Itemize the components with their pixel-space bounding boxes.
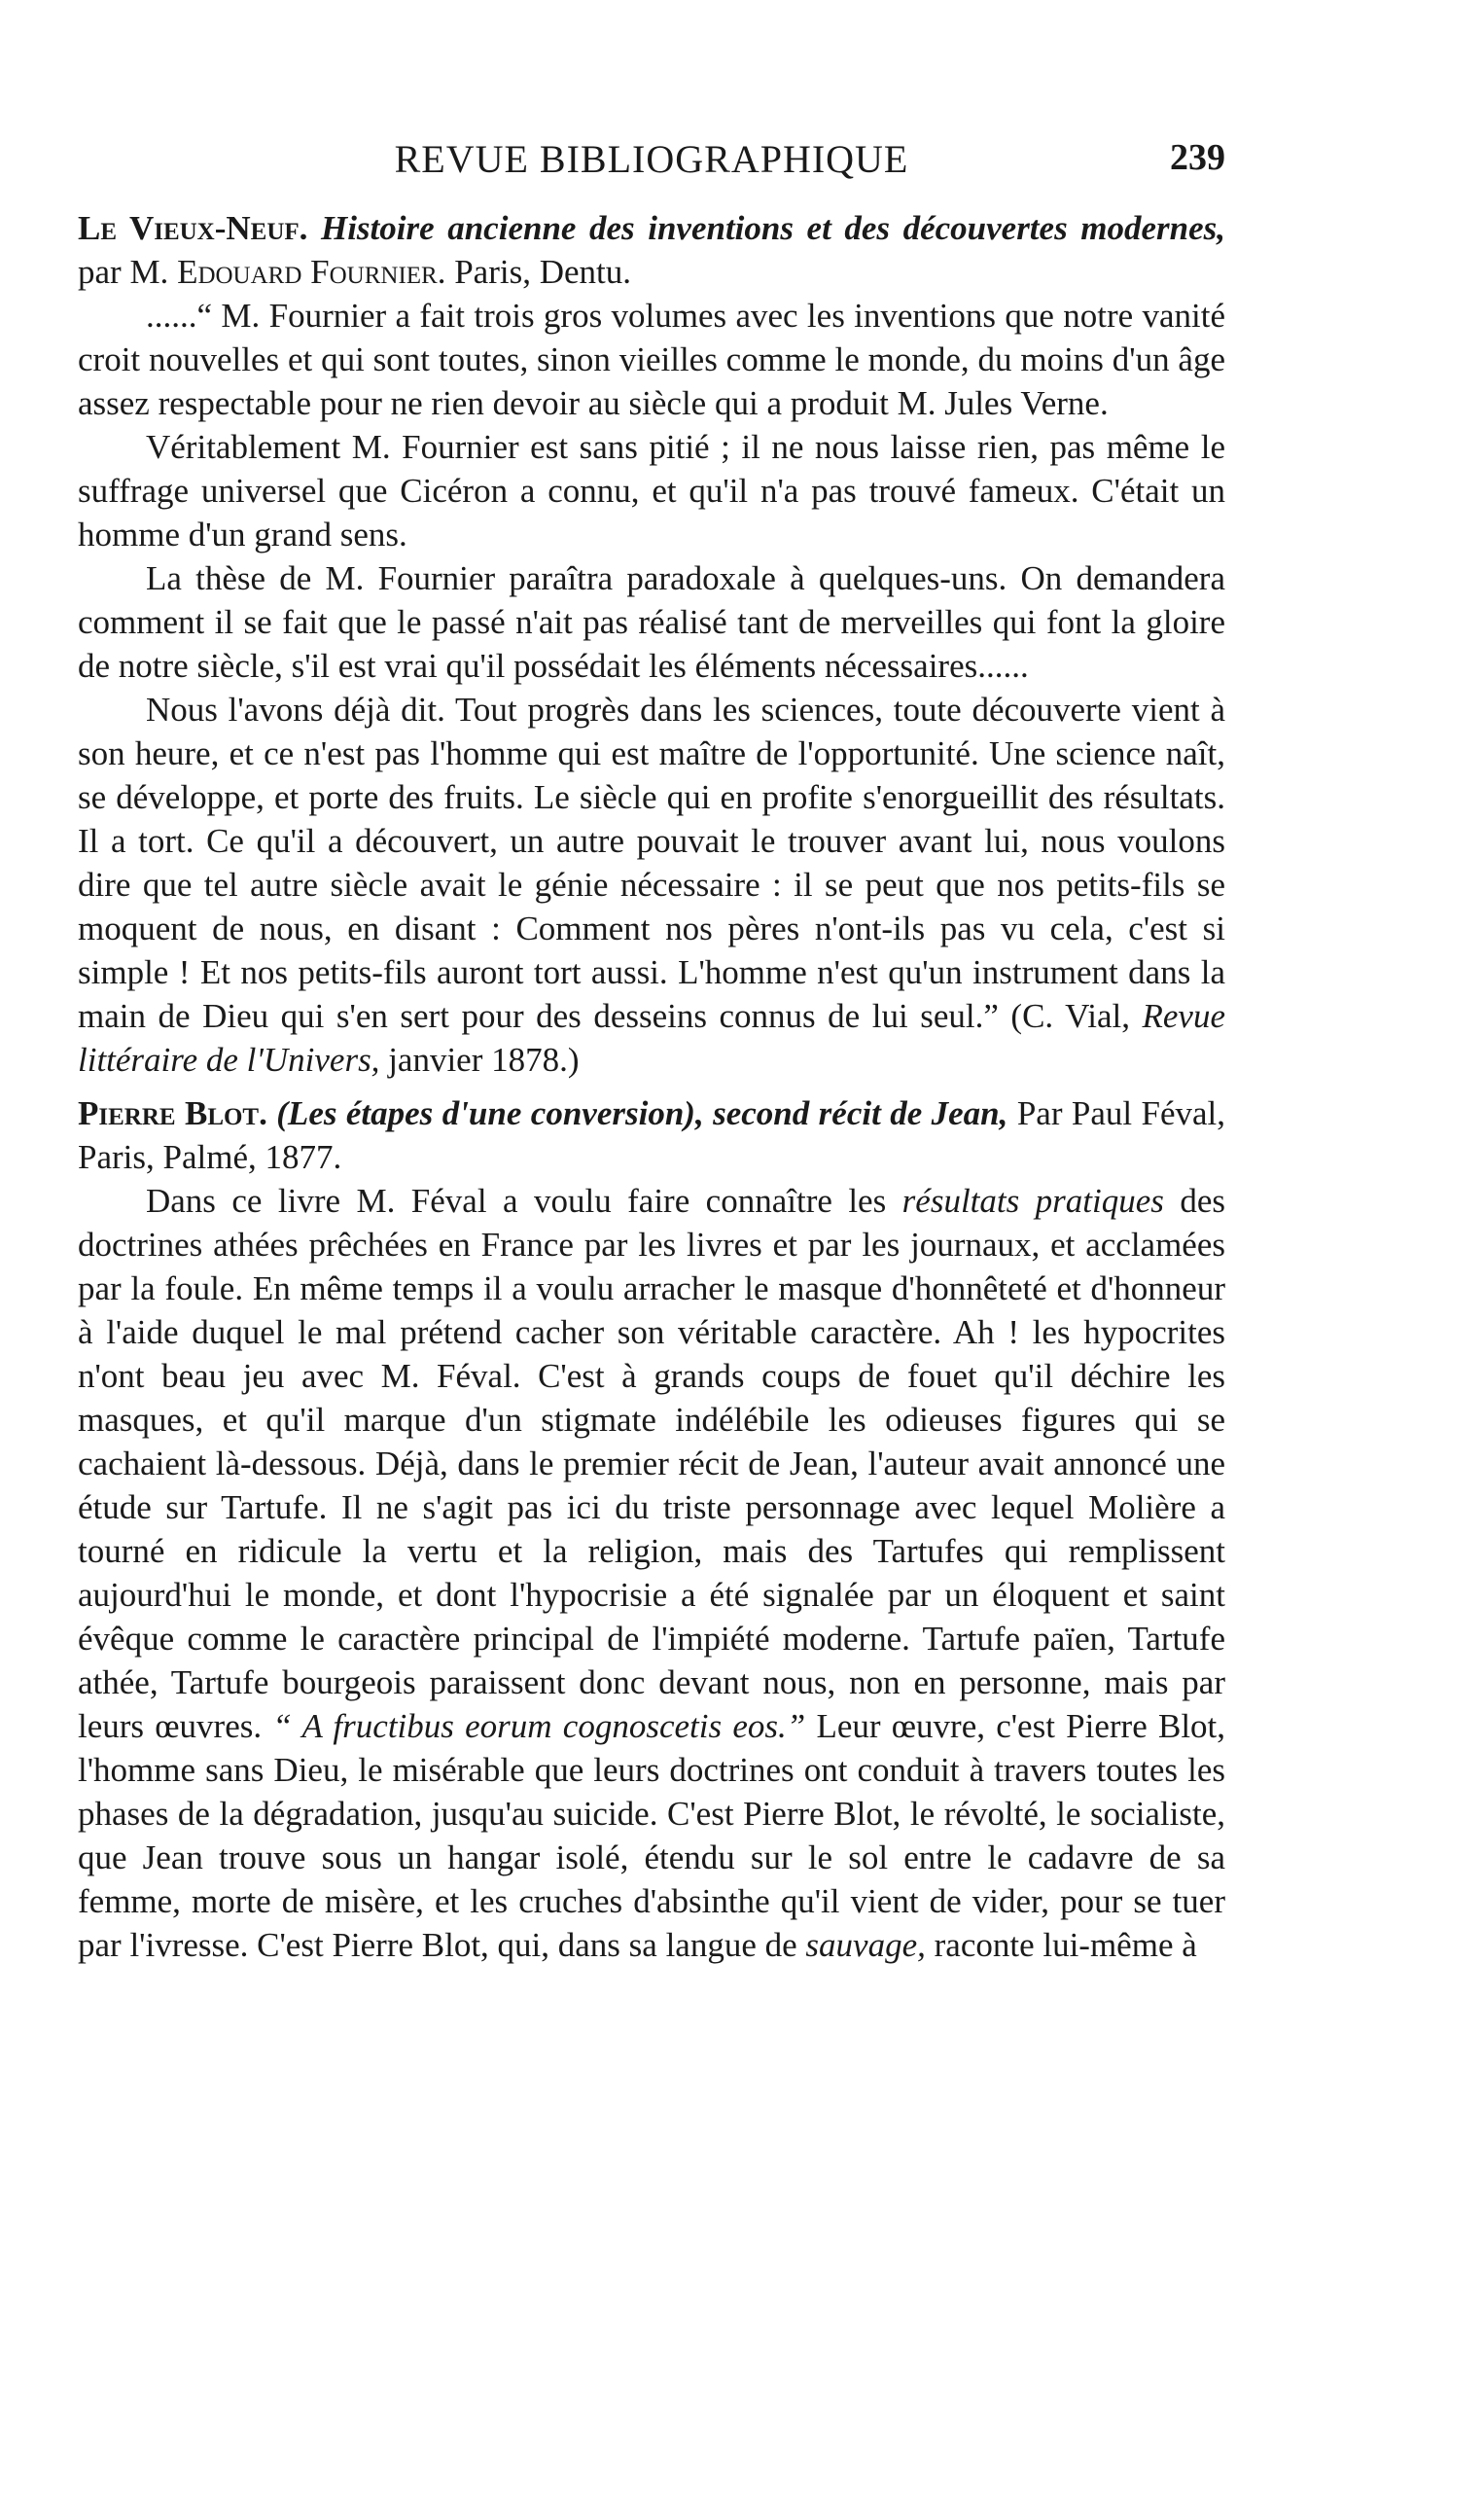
page-header — [78, 136, 1225, 195]
entry-author: Le Vieux-Neuf. — [78, 209, 308, 247]
paragraph — [78, 688, 1225, 1082]
citation-journal: Revue littéraire de l'Univers, — [78, 997, 1225, 1079]
entry-publisher: Paris, Dentu. — [454, 253, 632, 291]
citation-date: janvier 1878.) — [388, 1041, 580, 1079]
paragraph: La thèse de M. Fournier paraîtra paradoxale à quelques-uns. On demandera comment il se fait que le passé n'ait pas réalisé tant de merveilles qui font la gloire de notre siècle, s'il est vrai qu'il possédait les éléments nécessaires...... — [78, 559, 1225, 685]
emphasis: résultats pratiques — [901, 1182, 1164, 1220]
paragraph-text: Leur œuvre, c'est Pierre Blot, l'homme sans Dieu, le misérable que leurs doctrines ont conduit à travers toutes les phases de la dégradation, jusqu'au suicide. C'est Pierre Blot, le révolté, le socialiste, que Jean trouve sous un hangar isolé, étendu sur le sol entre le cadavre de sa femme, morte de misère, et les cruches d'absinthe qu'il vient de vider, pour se tuer par l'ivresse. C'est Pierre Blot, qui, dans sa langue de — [78, 1707, 1226, 1964]
citation-prefix: (C. Vial, — [1010, 997, 1130, 1035]
latin-quote: “ A fructibus eorum cognoscetis eos.” — [272, 1707, 806, 1745]
paragraph-text: Nous l'avons déjà dit. Tout progrès dans les sciences, toute découverte vient à son heure, et ce n'est pas l'homme qui est maître de l'opportunité. Une science naît, se développe, et porte des fruits. Le siècle qui en profite s'enorgueillit des résultats. Il a tort. Ce qu'il a découvert, un autre pouvait le trouver avant lui, nous voulons dire que tel autre siècle avait le génie nécessaire : il se peut que nos petits-fils se moquent de nous, en disant : Comment nos pères n'ont-ils pas vu cela, c'est si simple ! Et nos petits-fils auront tort aussi. L'homme n'est qu'un instrument dans la main de Dieu qui s'en sert pour des desseins connus de lui seul.” — [78, 691, 1225, 1035]
paragraph-text: raconte lui-même à — [934, 1926, 1197, 1964]
entry-by-rest: Paul Féval, Paris, Palmé, 1877. — [78, 1094, 1226, 1176]
entry-title: (Les étapes d'une conversion), second récit de Jean, — [276, 1094, 1008, 1132]
paragraph-text: Dans ce livre M. Féval a voulu faire connaître les — [146, 1182, 887, 1220]
paragraph-text: des doctrines athées prêchées en France par les livres et par les journaux, et acclamées par la foule. En même temps il a voulu arracher le masque d'honnêteté et d'honneur à l'aide duquel le mal prétend cacher son véritable caractère. Ah ! les hypocrites n'ont beau jeu avec M. Féval. C'est à grands coups de fouet qu'il déchire les masques, et qu'il marque d'un stigmate indélébile les odieuses figures qui se cachaient là-dessous. Déjà, dans le premier récit de Jean, l'auteur avait annoncé une étude sur Tartufe. Il ne s'agit pas ici du triste personnage avec lequel Molière a tourné en ridicule la vertu et la religion, mais des Tartufes qui remplissent aujourd'hui le monde, et dont l'hypocrisie a été signalée par un éloquent et saint évêque comme le caractère principal de l'impiété moderne. Tartufe païen, Tartufe athée, Tartufe bourgeois paraissent donc devant nous, non en personne, mais par leurs œuvres. — [78, 1182, 1226, 1745]
entry-by-prefix: par M. — [78, 253, 169, 291]
emphasis: sauvage, — [805, 1926, 926, 1964]
entry-author: Pierre Blot. — [78, 1094, 267, 1132]
paragraph: ......“ M. Fournier a fait trois gros volumes avec les inventions que notre vanité croit nouvelles et qui sont toutes, sinon vieilles comme le monde, du moins d'un âge assez respectable pour ne rien devoir au siècle qui a produit M. Jules Verne. — [78, 297, 1225, 422]
entry-by-prefix: Par — [1016, 1094, 1063, 1132]
paragraph: Véritablement M. Fournier est sans pitié ; il ne nous laisse rien, pas même le suffrage universel que Cicéron a connu, et qu'il n'a pas trouvé fameux. C'était un homme d'un grand sens. — [78, 428, 1225, 553]
entry-heading-vieux-neuf — [78, 206, 1225, 294]
paragraph — [78, 1179, 1225, 1967]
entry-by-name: Edouard Fournier. — [177, 253, 446, 291]
running-title: REVUE BIBLIOGRAPHIQUE — [394, 137, 909, 181]
entry-title: Histoire ancienne des inventions et des découvertes modernes, — [320, 209, 1225, 247]
entry-heading-pierre-blot — [78, 1091, 1225, 1179]
page-body — [78, 206, 1225, 1967]
page-number: 239 — [1170, 137, 1225, 178]
